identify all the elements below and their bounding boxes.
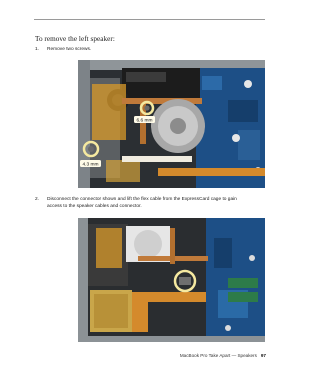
screw-length-label: 4.3 mm [82,162,99,168]
section-heading: To remove the left speaker: [35,35,115,43]
step-1 [35,46,265,54]
step-number: 1. [35,47,40,52]
page-footer [180,353,266,358]
step-text: Disconnect the connector shown and lift the flex cable from the ExpressCard cage to gain access to the speaker cables and connector. [47,197,237,209]
step-2 [35,196,265,212]
screw-length-label: 6.6 mm [136,118,153,124]
step-number: 2. [35,197,40,202]
page-number: 97 [260,353,266,358]
photo-remove-screws [78,60,265,188]
top-rule [34,19,265,20]
logic-board-photo-2 [78,218,265,342]
footer-title: MacBook Pro Take Apart — Speakers [179,353,257,358]
photo-disconnect-connector [78,218,265,342]
logic-board-photo-1 [78,60,265,188]
step-text: Remove two screws. [47,47,92,52]
